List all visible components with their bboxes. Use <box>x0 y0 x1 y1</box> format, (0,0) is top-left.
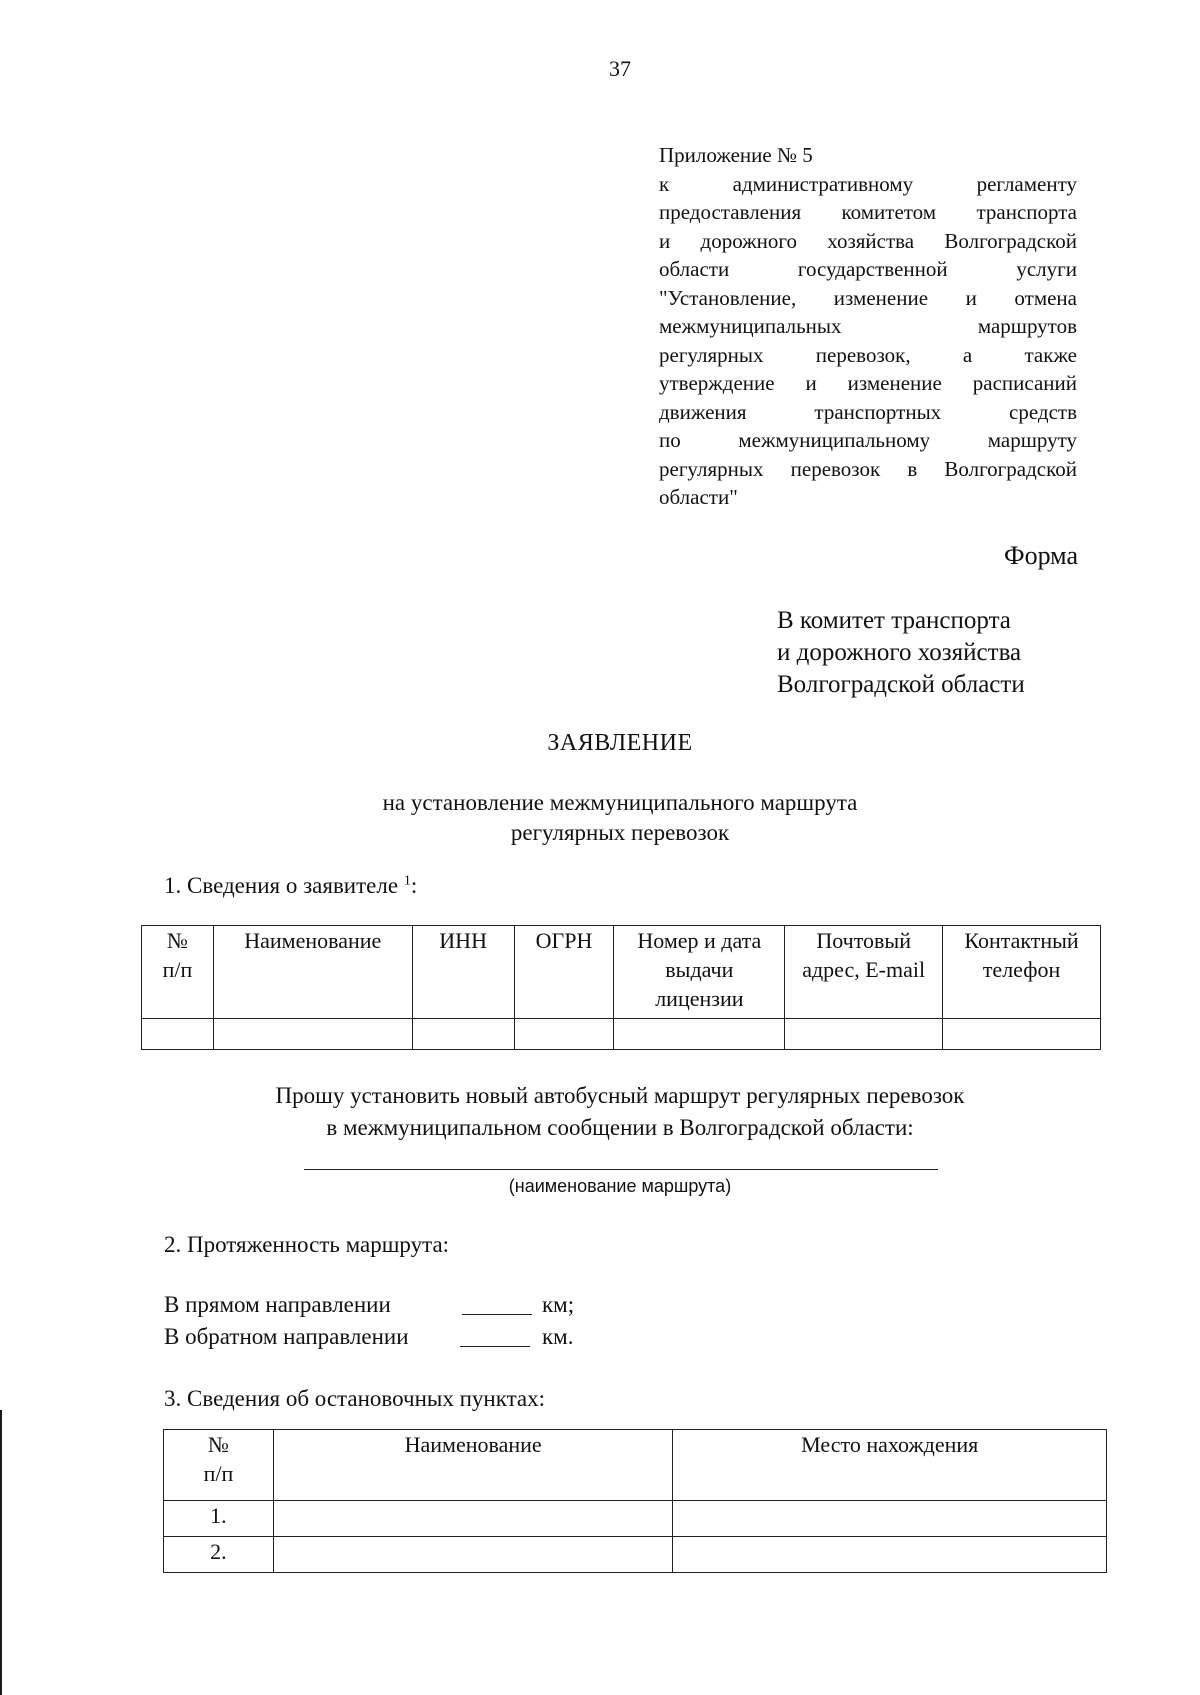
stops-table <box>163 1429 1107 1573</box>
applicant-info-table <box>141 925 1101 1050</box>
forward-length-blank[interactable] <box>462 1314 532 1315</box>
column-header-line: лицензии <box>655 986 744 1011</box>
column-header <box>412 926 514 1019</box>
column-header-line: Контактный <box>964 928 1079 953</box>
backward-length-row <box>164 1324 664 1356</box>
appendix-line: к административному регламенту <box>659 171 1077 196</box>
form-label: Форма <box>1004 541 1078 570</box>
page-number: 37 <box>609 56 631 81</box>
table-row <box>164 1501 1107 1537</box>
column-header <box>785 926 943 1019</box>
request-text <box>0 1080 1200 1144</box>
column-header-line: телефон <box>982 957 1061 982</box>
footnote-marker: 1 <box>403 873 411 889</box>
backward-length-blank[interactable] <box>460 1346 530 1347</box>
forward-direction-label: В прямом направлении <box>164 1292 391 1317</box>
addressee-line: В комитет транспорта <box>777 607 1011 634</box>
table-cell[interactable] <box>142 1019 214 1050</box>
subtitle-line: регулярных перевозок <box>510 820 730 845</box>
column-header-line: № <box>207 1432 229 1457</box>
appendix-note <box>659 141 1077 512</box>
column-header-line: Место нахождения <box>801 1432 979 1457</box>
column-header <box>164 1430 274 1501</box>
appendix-line: области" <box>659 485 738 509</box>
table-row <box>164 1537 1107 1573</box>
appendix-line: утверждение и изменение расписаний <box>659 371 1077 395</box>
table-cell[interactable] <box>614 1019 785 1050</box>
section-3-heading: 3. Сведения об остановочных пунктах: <box>164 1386 546 1411</box>
section-2-heading: 2. Протяженность маршрута: <box>164 1232 450 1257</box>
column-header-line: Наименование <box>244 928 382 953</box>
column-header-line: Наименование <box>404 1432 542 1457</box>
appendix-line: по межмуниципальному маршруту <box>659 428 1077 452</box>
appendix-line: предоставления комитетом транспорта <box>659 200 1077 224</box>
route-name-caption: (наименование маршрута) <box>508 1176 732 1196</box>
section-1-heading <box>164 873 417 899</box>
table-cell[interactable] <box>412 1019 514 1050</box>
table-header-row <box>164 1430 1107 1501</box>
table-cell[interactable] <box>213 1019 412 1050</box>
column-header <box>213 926 412 1019</box>
column-header-line: Почтовый <box>816 928 911 953</box>
scan-edge-mark <box>0 1410 2 1695</box>
addressee-line: Волгоградской области <box>777 671 1025 698</box>
appendix-line: "Установление, изменение и отмена <box>659 285 1077 310</box>
column-header <box>943 926 1101 1019</box>
request-line: Прошу установить новый автобусный маршрут регулярных перевозок <box>275 1083 965 1108</box>
table-cell[interactable] <box>673 1537 1107 1573</box>
route-name-blank[interactable] <box>304 1169 938 1170</box>
appendix-line: и дорожного хозяйства Волгоградской <box>659 228 1077 253</box>
table-cell[interactable] <box>785 1019 943 1050</box>
table-row <box>142 1019 1101 1050</box>
appendix-line: области государственной услуги <box>659 257 1077 281</box>
row-number-cell: 1. <box>164 1501 274 1537</box>
addressee-line: и дорожного хозяйства <box>777 639 1022 666</box>
document-title: ЗАЯВЛЕНИЕ <box>547 730 693 756</box>
column-header-line: ОГРН <box>535 928 593 953</box>
table-cell[interactable] <box>273 1537 673 1573</box>
appendix-line: Приложение № 5 <box>659 143 813 167</box>
appendix-line: регулярных перевозок в Волгоградской <box>659 456 1077 481</box>
addressee-block <box>777 605 1025 701</box>
request-line: в межмуниципальном сообщении в Волгоградской области: <box>326 1115 914 1140</box>
section-1-heading-text: 1. Сведения о заявителе <box>164 873 404 898</box>
table-cell[interactable] <box>943 1019 1101 1050</box>
forward-length-row <box>164 1292 664 1324</box>
column-header-line: п/п <box>162 957 193 982</box>
column-header <box>273 1430 673 1501</box>
table-cell[interactable] <box>273 1501 673 1537</box>
column-header-line: выдачи <box>665 957 734 982</box>
column-header-line: № <box>166 928 188 953</box>
column-header <box>614 926 785 1019</box>
table-header-row <box>142 926 1101 1019</box>
column-header <box>514 926 614 1019</box>
row-number-cell: 2. <box>164 1537 274 1573</box>
column-header-line: адрес, E-mail <box>802 957 926 982</box>
forward-length-unit: км; <box>542 1292 575 1317</box>
backward-length-unit: км. <box>542 1324 574 1349</box>
appendix-line: движения транспортных средств <box>659 399 1077 424</box>
column-header <box>142 926 214 1019</box>
appendix-line: межмуниципальных маршрутов <box>659 314 1077 338</box>
table-cell[interactable] <box>514 1019 614 1050</box>
section-1-heading-suffix: : <box>410 873 418 898</box>
document-subtitle <box>0 788 1200 848</box>
appendix-line: регулярных перевозок, а также <box>659 342 1077 367</box>
column-header <box>673 1430 1107 1501</box>
column-header-line: ИНН <box>439 928 487 953</box>
subtitle-line: на установление межмуниципального маршрута <box>382 790 858 815</box>
column-header-line: п/п <box>203 1461 234 1486</box>
table-cell[interactable] <box>673 1501 1107 1537</box>
backward-direction-label: В обратном направлении <box>164 1324 409 1349</box>
column-header-line: Номер и дата <box>637 928 762 953</box>
